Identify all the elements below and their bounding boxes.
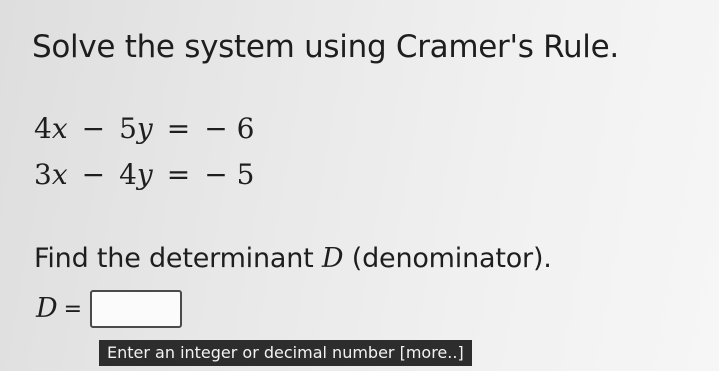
equation-1-coef-y: 5 (119, 112, 137, 145)
equation-1-var-y: y (136, 112, 153, 145)
equation-2-var-y: y (136, 158, 153, 191)
equation-2-var-x: x (51, 158, 68, 191)
answer-equals: = (63, 296, 83, 322)
question-prefix: Find the determinant (34, 243, 322, 274)
equation-2-rhs: − 5 (204, 158, 255, 191)
answer-label: D (36, 293, 58, 324)
answer-input[interactable] (90, 290, 182, 328)
equation-1-coef-x: 4 (34, 112, 52, 145)
question-suffix: (denominator). (343, 243, 552, 274)
equation-2-operator: − (81, 158, 106, 191)
equation-1 (34, 112, 254, 146)
equation-1-equals: = (166, 112, 191, 145)
equation-2-equals: = (166, 158, 191, 191)
answer-row (36, 287, 182, 331)
question-text (34, 241, 552, 277)
equation-1-var-x: x (51, 112, 68, 145)
question-variable: D (321, 243, 344, 274)
equation-2-coef-x: 3 (34, 158, 52, 191)
equation-2-coef-y: 4 (119, 158, 137, 191)
equation-2 (34, 158, 254, 192)
input-hint-tooltip: Enter an integer or decimal number [more..] (99, 340, 472, 366)
equation-1-operator: − (81, 112, 106, 145)
problem-title: Solve the system using Cramer's Rule. (32, 29, 619, 65)
equation-1-rhs: − 6 (204, 112, 255, 145)
